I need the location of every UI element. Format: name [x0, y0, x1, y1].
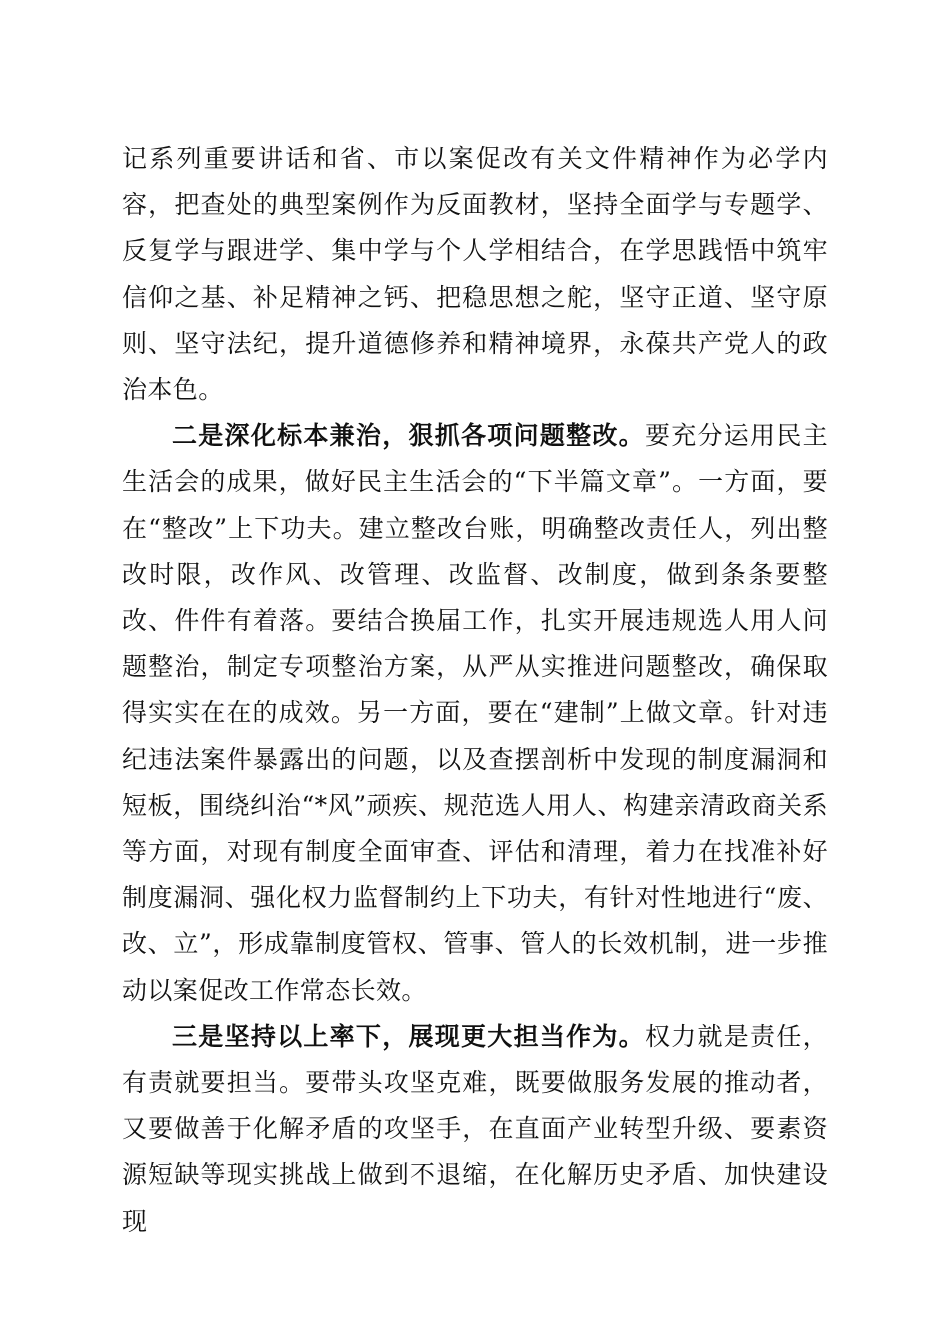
paragraph-continued: 记系列重要讲话和省、市以案促改有关文件精神作为必学内容，把查处的典型案例作为反面教材，坚持全面学与专题学、反复学与跟进学、集中学与个人学相结合，在学思践悟中筑牢信仰之基、补足精神之钙、把稳思想之舵，坚守正道、坚守原则、坚守法纪，提升道德修养和精神境界，永葆共产党人的政治本色。 — [122, 144, 828, 405]
paragraph-three-body: 权力就是责任，有责就要担当。要带头攻坚克难，既要做服务发展的推动者，又要做善于化解矛盾的攻坚手，在直面产业转型升级、要素资源短缺等现实挑战上做到不退缩，在化解历史矛盾、加快建设现 — [122, 1021, 828, 1236]
paragraph-three-lead: 三是坚持以上率下，展现更大担当作为。 — [172, 1021, 645, 1051]
paragraph-two — [122, 413, 828, 1014]
document-body — [122, 136, 828, 1245]
paragraph-two-body: 要充分运用民主生活会的成果，做好民主生活会的“下半篇文章”。一方面，要在“整改”上下功夫。建立整改台账，明确整改责任人，列出整改时限，改作风、改管理、改监督、改制度，做到条条要整改、件件有着落。要结合换届工作，扎实开展违规选人用人问题整治，制定专项整治方案，从严从实推进问题整改，确保取得实实在在的成效。另一方面，要在“建制”上做文章。针对违纪违法案件暴露出的问题，以及查摆剖析中发现的制度漏洞和短板，围绕纠治“*风”顽疾、规范选人用人、构建亲清政商关系等方面，对现有制度全面审查、评估和清理，着力在找准补好制度漏洞、强化权力监督制约上下功夫，有针对性地进行“废、改、立”，形成靠制度管权、管事、管人的长效机制，进一步推动以案促改工作常态长效。 — [122, 421, 828, 1005]
paragraph-three — [122, 1014, 828, 1245]
paragraph-two-lead: 二是深化标本兼治，狠抓各项问题整改。 — [172, 421, 645, 451]
